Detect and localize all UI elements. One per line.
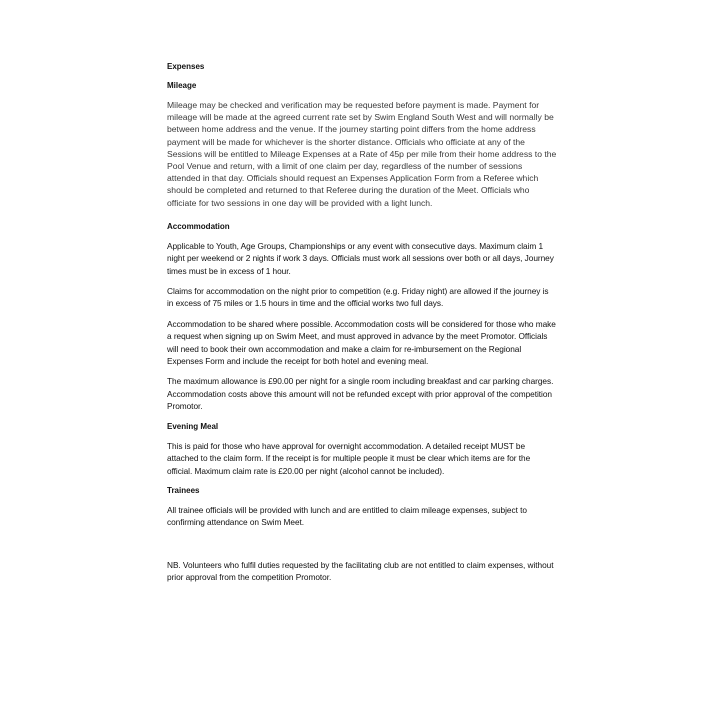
trainees-paragraph: All trainee officials will be provided with lunch and are entitled to claim mileage expenses, subject to confirming attendance on Swim Meet.: [167, 504, 527, 528]
mileage-paragraph: Mileage may be checked and verification may be requested before payment is made. Payment for mileage will be made at the agreed current rate set by Swim England South West and will normally be between home address and the venue. If the journey starting point differs from the home address payment will be made for whichever is the shorter distance. Officials who officiate at any of the Sessions will be entitled to Mileage Expenses at a Rate of 45p per mile from their home address to the Pool Venue and return, with a limit of one claim per day, regardless of the number of sessions attended in that day. Officials should request an Expenses Application Form from a Referee which should be completed and returned to that Referee during the duration of the Meet. Officials who officiate for two sessions in one day will be provided with a light lunch.: [167, 100, 557, 208]
evening-meal-heading: Evening Meal: [167, 421, 219, 431]
document-page: [167, 61, 557, 592]
nb-note: NB. Volunteers who fulfil duties requested by the facilitating club are not entitled to claim expenses, without prior approval from the competition Promotor.: [167, 559, 554, 583]
expenses-heading: Expenses: [167, 62, 205, 71]
trainees-heading: Trainees: [167, 485, 200, 495]
accommodation-paragraph-3: Accommodation to be shared where possible. Accommodation costs will be considered for those who make a request when signing up on Swim Meet, and must approved in advance by the meet Promotor. Officials will need to book their own accommodation and make a claim for re-imbursement on the Regional Expenses Form and include the receipt for both hotel and evening meal.: [167, 318, 556, 367]
evening-meal-paragraph: This is paid for those who have approval for overnight accommodation. A detailed receipt MUST be attached to the claim form. If the receipt is for multiple people it must be clear which items are for the official. Maximum claim rate is £20.00 per night (alcohol cannot be included).: [167, 440, 531, 476]
accommodation-paragraph-2: Claims for accommodation on the night prior to competition (e.g. Friday night) are allowed if the journey is in excess of 75 miles or 1.5 hours in time and the official works two full days.: [167, 286, 549, 309]
accommodation-paragraph-1: Applicable to Youth, Age Groups, Championships or any event with consecutive days. Maximum claim 1 night per weekend or 2 nights if work 3 days. Officials must work all sessions over both or all days, Journey times must be in excess of 1 hour.: [167, 240, 554, 276]
accommodation-paragraph-4: The maximum allowance is £90.00 per night for a single room including breakfast and car parking charges. Accommodation costs above this amount will not be refunded except with prior approval of the competition Promotor.: [167, 376, 554, 412]
accommodation-heading: Accommodation: [167, 221, 230, 231]
mileage-heading: Mileage: [167, 81, 197, 90]
nb-spacer: [167, 537, 557, 559]
